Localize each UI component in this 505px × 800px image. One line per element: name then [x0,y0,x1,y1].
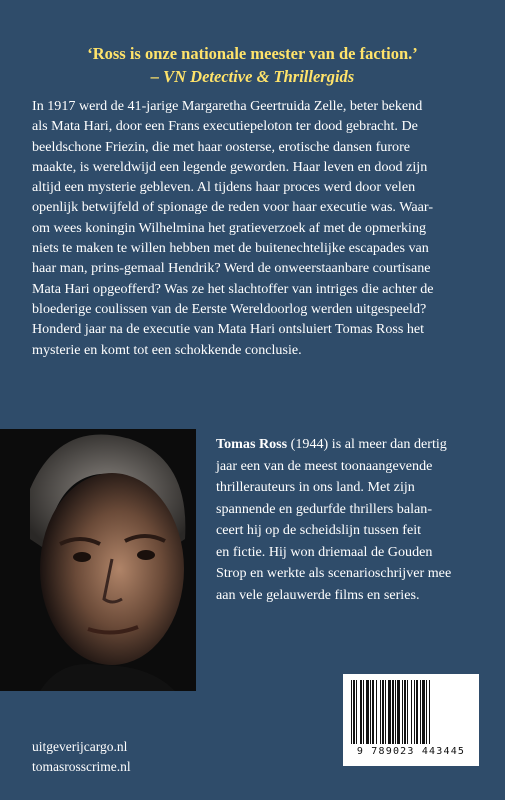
barcode-bar [402,680,403,744]
barcode-bar [395,680,396,744]
barcode-bar [407,680,408,744]
author-portrait-image [0,429,196,691]
publisher-links [32,737,131,777]
cover-quote [0,42,505,88]
barcode-bar [411,680,412,744]
barcode-bar [356,680,357,744]
barcode-bar [360,680,362,744]
blurb-line: als Mata Hari, door een Frans executiepeloton ter dood gebracht. De [32,118,418,135]
bio-line: Strop en werkte als scenarioschrijver mee [216,565,452,581]
author-bio [216,434,486,606]
publisher-link[interactable]: uitgeverijcargo.nl [32,739,128,754]
barcode-bar [351,680,352,744]
barcode-bar [385,680,386,744]
author-link[interactable]: tomasrosscrime.nl [32,759,131,774]
barcode-bar [353,680,355,744]
barcode-bar [376,680,377,744]
bio-line: thrillerauteurs in ons land. Met zijn [216,479,415,495]
barcode-bar [414,680,415,744]
barcode-digits: 9 789023 443445 [356,746,466,757]
blurb-line: Honderd jaar na de executie van Mata Hari ontsluiert Tomas Ross het [32,321,425,338]
bio-line [216,434,486,456]
barcode-bar [372,680,374,744]
blurb-line: Mata Hari opgeofferd? Was ze het slachtoffer van intriges die achter de [32,280,434,297]
author-portrait [0,429,196,691]
barcode-bar [388,680,391,744]
blurb-line: maakte, is wereldwijd een legende geworden. Haar leven en dood zijn [32,158,428,175]
bio-line: ceert hij op de scheidslijn tussen feit [216,522,422,538]
bio-line: jaar een van de meest toonaangevende [216,457,433,474]
bio-line: aan vele gelauwerde films en series. [216,586,420,603]
blurb-line: niets te maken te willen hebben met de buitenechtelijke escapades van [32,240,429,257]
isbn-barcode [343,674,479,766]
barcode-bars [349,680,473,744]
blurb-line: mysterie en komt tot een schokkende conclusie. [32,341,302,358]
barcode-bar [366,680,369,744]
bio-line: spannende en gedurfde thrillers balan- [216,500,433,517]
blurb-line: beeldschone Friezin, die met haar oosterse, erotische dansen furore [32,138,411,155]
blurb-line: altijd een mysterie gebleven. Al tijdens haar proces werd door velen [32,179,416,196]
barcode-bar [370,680,371,744]
bio-first-line: (1944) is al meer dan dertig [287,436,447,452]
bio-line: en fictie. Hij won driemaal de Gouden [216,543,433,560]
blurb-line: openlijk betwijfeld of spionage de reden voor haar executie was. Waar- [32,199,434,216]
barcode-bar [397,680,400,744]
quote-source: – VN Detective & Thrillergids [150,67,355,86]
barcode-bar [382,680,384,744]
author-name: Tomas Ross [216,436,288,452]
barcode-bar [380,680,381,744]
barcode-bar [404,680,406,744]
quote-text: ‘Ross is onze nationale meester van de faction.’ [87,44,418,63]
blurb-line: om wees koningin Wilhelmina het gratieverzoek af met de opmerking [32,219,427,236]
barcode-bar [416,680,418,744]
blurb-line: In 1917 werd de 41-jarige Margaretha Geertruida Zelle, beter bekend [32,98,423,114]
barcode-bar [426,680,427,744]
barcode-bar [422,680,425,744]
barcode-bar [363,680,364,744]
barcode-bar [429,680,430,744]
blurb-line: bloederige coulissen van de Eerste Wereldoorlog werden uitgespeeld? [32,300,427,317]
barcode-bar [392,680,394,744]
blurb-line: haar man, prins-gemaal Hendrik? Werd de onweerstaanbare courtisane [32,260,431,277]
barcode-bar [420,680,421,744]
book-blurb [32,96,477,360]
